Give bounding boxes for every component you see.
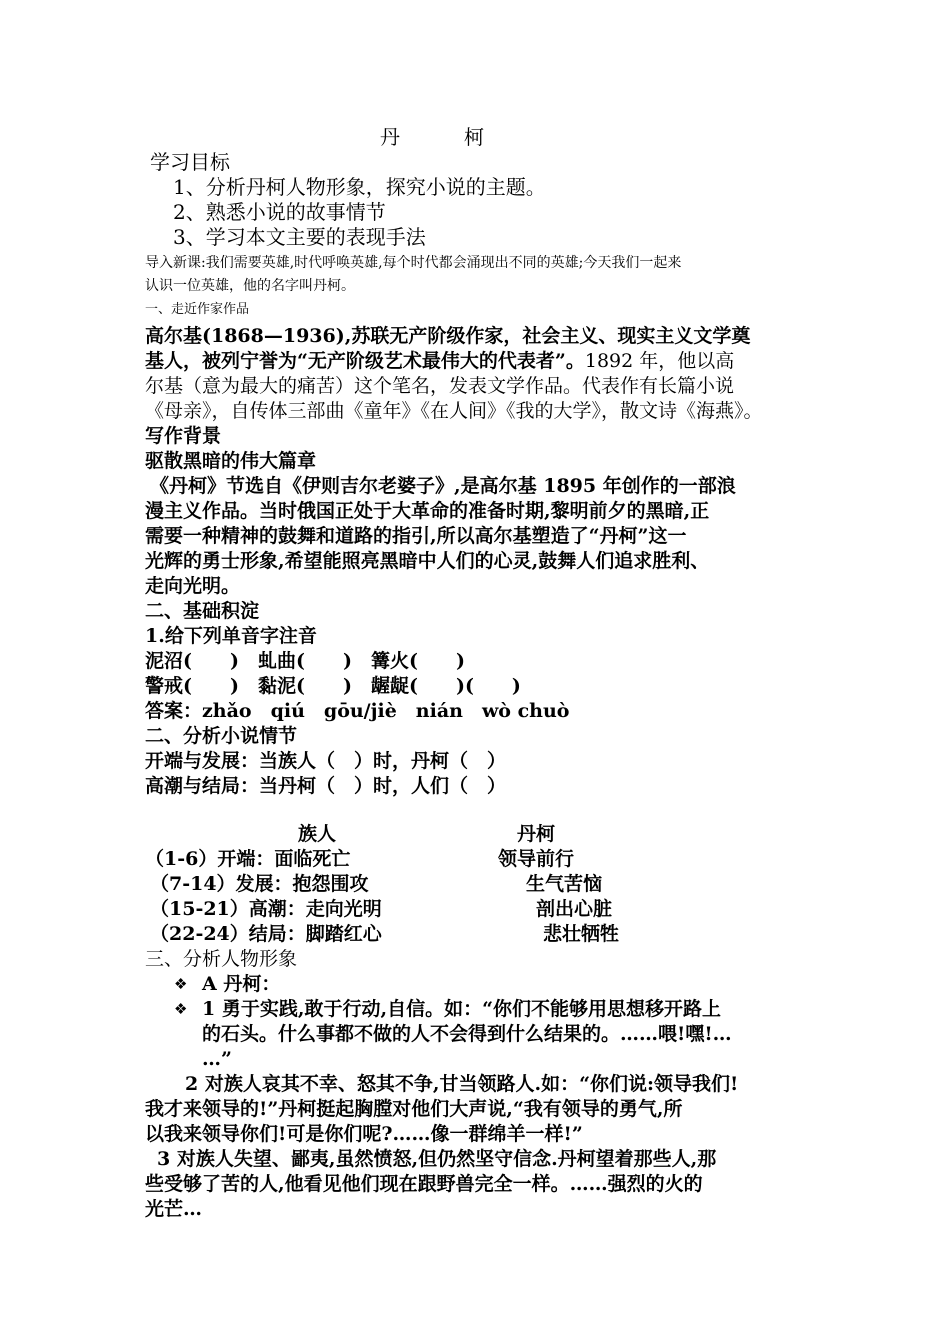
pinyin-row: 警戒( ) 黏泥( ) 龌龊( )( ): [145, 675, 521, 697]
trait-line: 3 对族人失望、鄙夷,虽然愤怒,但仍然坚守信念.丹柯望着那些人,那: [157, 1148, 717, 1170]
section-heading: 二、基础积淀: [145, 600, 260, 622]
section-heading: 三、分析人物形象: [145, 948, 298, 970]
author-line: 《母亲》，自传体三部曲《童年》《在人间》《我的大学》，散文诗《海燕》。: [145, 400, 763, 422]
plot-row-left: （22-24）结局：脚踏红心: [150, 923, 382, 945]
plot-row-right: 剖出心脏: [536, 898, 613, 920]
plot-row-right: 悲壮牺牲: [543, 923, 620, 945]
trait-line: 些受够了苦的人,他看见他们现在跟野兽完全一样。……强烈的火的: [145, 1173, 703, 1195]
author-line-tail: 1892 年，他以高: [584, 350, 735, 372]
column-header-people: 族人: [298, 823, 337, 845]
plot-row-left: （15-21）高潮：走向光明: [150, 898, 382, 920]
trait-line: 2 对族人哀其不幸、怒其不争,甘当领路人.如：“你们说:领导我们!: [185, 1073, 739, 1095]
plot-line: 开端与发展：当族人（ ）时，丹柯（ ）: [145, 750, 507, 772]
trait-line: 以我来领导你们!可是你们呢?……像一群绵羊一样!”: [145, 1123, 583, 1145]
plot-row-right: 生气苦恼: [526, 873, 603, 895]
question-label: 1.给下列单音字注音: [145, 625, 317, 647]
background-heading: 写作背景: [145, 425, 222, 447]
objective-item: 3、学习本文主要的表现手法: [173, 225, 426, 249]
plot-line: 高潮与结局：当丹柯（ ）时，人们（ ）: [145, 775, 507, 797]
pinyin-row: 泥沼( ) 虬曲( ) 篝火( ): [145, 650, 465, 672]
answer-line: 答案：zhǎo qiú gōu/jiè nián wò chuò: [145, 700, 570, 722]
background-line: 《丹柯》节选自《伊则吉尔老婆子》,是高尔基 1895 年创作的一部浪: [150, 475, 736, 497]
page-title: 丹 柯: [380, 125, 506, 149]
intro-line: 导入新课:我们需要英雄,时代呼唤英雄,每个时代都会涌现出不同的英雄;今天我们一起来: [145, 255, 682, 271]
plot-row-left: （7-14）发展：抱怨围攻: [150, 873, 369, 895]
background-line: 光辉的勇士形象,希望能照亮黑暗中人们的心灵,鼓舞人们追求胜利、: [145, 550, 710, 572]
background-line: 需要一种精神的鼓舞和道路的指引,所以高尔基塑造了“丹柯”这一: [145, 525, 687, 547]
objectives-heading: 学习目标: [150, 150, 230, 174]
author-line-bold: 基人，被列宁誉为“无产阶级艺术最伟大的代表者”。: [145, 350, 585, 372]
trait-line: 的石头。什么事都不做的人不会得到什么结果的。……喂!嘿!…: [202, 1023, 732, 1045]
author-line: [145, 349, 810, 374]
column-header-danke: 丹柯: [517, 823, 556, 845]
objective-item: 1、分析丹柯人物形象，探究小说的主题。: [173, 175, 546, 199]
diamond-bullet-icon: ❖: [174, 975, 188, 993]
trait-line: 光芒…: [145, 1198, 203, 1220]
character-label: A 丹柯：: [202, 973, 281, 995]
background-line: 漫主义作品。当时俄国正处于大革命的准备时期,黎明前夕的黑暗,正: [145, 500, 710, 522]
section-heading: 一、走近作家作品: [145, 302, 250, 317]
plot-row-left: （1-6）开端：面临死亡: [145, 848, 351, 870]
trait-line: 1 勇于实践,敢于行动,自信。如：“你们不能够用思想移开路上: [202, 998, 721, 1020]
author-line: 高尔基(1868—1936),苏联无产阶级作家，社会主义、现实主义文学奠: [145, 325, 751, 347]
trait-line: …”: [202, 1048, 232, 1070]
plot-row-right: 领导前行: [498, 848, 575, 870]
objective-item: 2、熟悉小说的故事情节: [173, 200, 386, 224]
intro-line: 认识一位英雄，他的名字叫丹柯。: [145, 278, 355, 294]
trait-line: 我才来领导的!”丹柯挺起胸膛对他们大声说,“我有领导的勇气,所: [145, 1098, 683, 1120]
author-line: 尔基（意为最大的痛苦）这个笔名，发表文学作品。代表作有长篇小说: [145, 375, 735, 397]
background-line: 走向光明。: [145, 575, 241, 597]
diamond-bullet-icon: ❖: [174, 1000, 188, 1018]
background-subheading: 驱散黑暗的伟大篇章: [145, 450, 317, 472]
section-heading: 二、分析小说情节: [145, 725, 298, 747]
